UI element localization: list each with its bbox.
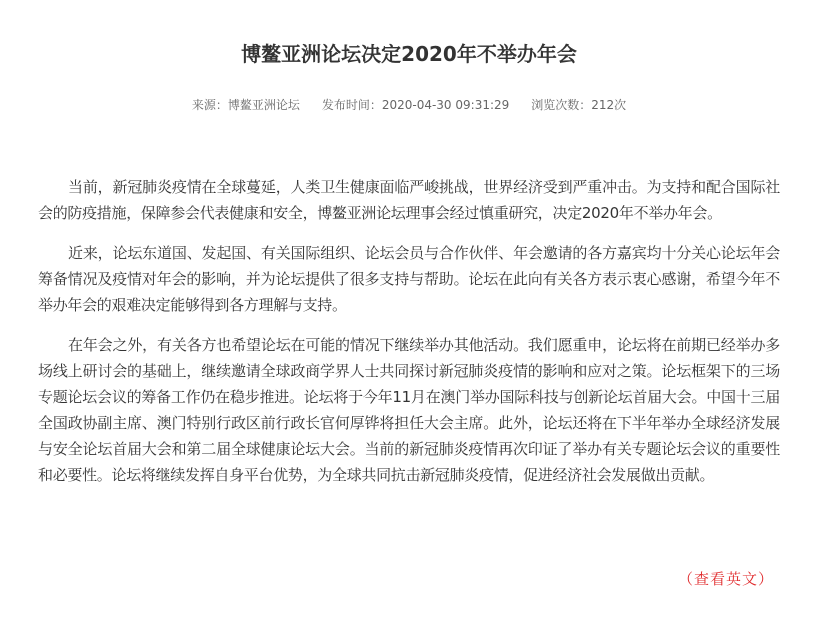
view-english-link[interactable]: （查看英文） [677, 570, 774, 588]
article [38, 0, 780, 502]
article-paragraph: 在年会之外，有关各方也希望论坛在可能的情况下继续举办其他活动。我们愿重申，论坛将在前期已经举办多场线上研讨会的基础上，继续邀请全球政商学界人士共同探讨新冠肺炎疫情的影响和应对之策。论坛框架下的三场专题论坛会议的筹备工作仍在稳步推进。论坛将于今年11月在澳门举办国际科技与创新论坛首届大会。中国十三届全国政协副主席、澳门特别行政区前行政长官何厚铧将担任大会主席。此外，论坛还将在下半年举办全球经济发展与安全论坛首届大会和第二届全球健康论坛大会。当前的新冠肺炎疫情再次印证了举办有关专题论坛会议的重要性和必要性。论坛将继续发挥自身平台优势，为全球共同抗击新冠肺炎疫情，促进经济社会发展做出贡献。 [38, 336, 780, 484]
article-title: 博鳌亚洲论坛决定2020年不举办年会 [241, 42, 577, 66]
article-paragraph: 近来，论坛东道国、发起国、有关国际组织、论坛会员与合作伙伴、年会邀请的各方嘉宾均十分关心论坛年会筹备情况及疫情对年会的影响，并为论坛提供了很多支持与帮助。论坛在此向有关各方表示衷心感谢，希望今年不举办年会的艰难决定能够得到各方理解与支持。 [38, 244, 780, 314]
meta-source: 来源：博鳌亚洲论坛 [191, 98, 300, 112]
meta-view-count: 浏览次数：212次 [531, 98, 627, 112]
meta-published-time: 发布时间：2020-04-30 09:31:29 [321, 98, 510, 112]
article-body [38, 174, 780, 488]
article-paragraph: 当前，新冠肺炎疫情在全球蔓延，人类卫生健康面临严峻挑战，世界经济受到严重冲击。为支持和配合国际社会的防疫措施，保障参会代表健康和安全，博鳌亚洲论坛理事会经过慎重研究，决定2020年不举办年会。 [38, 178, 780, 222]
article-meta [38, 96, 780, 114]
